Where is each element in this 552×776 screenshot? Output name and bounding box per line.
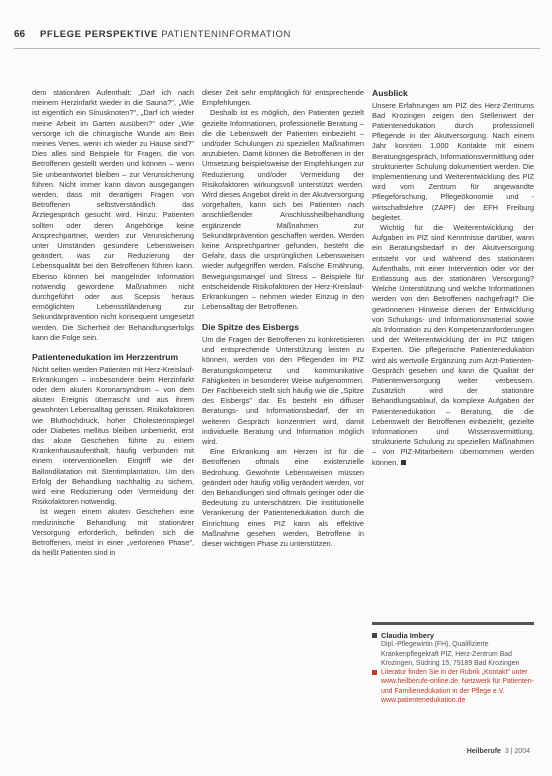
author-infobox (372, 622, 534, 705)
column-2 (202, 88, 364, 549)
author-name: Claudia Imbery (372, 631, 534, 640)
page-footer (467, 748, 530, 755)
page-number: 66 (14, 29, 26, 40)
journal-name: Heilberufe (466, 748, 501, 755)
paragraph: Eine Erkrankung am Herzen ist für die Betroffenen oftmals eine existenzielle Bedrohung. Gewohnte Lebensweisen müssen geändert oder häufig völlig verändert werden, vor den Behandlungen sind oftmals geringer oder die Bedeutung zu unterschätzen. Die institutionelle Verankerung der Patientenedukation durch die Einrichtung eines PIZ kann als effektive Maßnahme gesehen werden, Betroffene in dieser wichtigen Phase zu unterstützen. (202, 447, 364, 549)
section-title-light: PATIENTENINFORMATION (161, 29, 291, 40)
section-title (40, 29, 291, 40)
paragraph (372, 223, 534, 468)
paragraph: Um die Fragen der Betroffenen zu konkretisieren und entsprechende Unterstützung leisten zu können, werden von den Pflegenden im PIZ Beratungskompetenz und kommunikative Fähigkeiten in besonderer Weise aufgenommen. Der Fachbereich stellt sich häufig wie die „Spitze des Eisbergs" dar. Es besteht ein diffuser Beratungs- und Informationsbedarf, der im weiteren Gespräch konzentriert wird, damit individuelle Beratung und Information möglich wird. (202, 334, 364, 446)
paragraph: dem stationären Aufenthalt: „Darf ich nach meinem Herzinfarkt wieder in die Sauna?", „Wie ist eigentlich ein Sinusknoten?", „Darf ich wieder meine Arbeit im Garten ausüben?" oder „Wie versorge ich die chirurgische Wunde am Bein meines Venes, wenn ich wieder zu Hause sind?" Dies alles sind Beispiele für Fragen, die von Betroffenen gestellt werden und können – wenn Sie unbeantwortet bleiben – zur Verunsicherung führen. Nicht immer kann davon ausgegangen werden, dass mit derartigen Fragen von Betroffenen selbstverständlich das Ärztegespräch gesucht wird. Hinzu: Patienten sollten oder deren Angehörige keine Ansprechpartner, werden zur Verunsicherung unter Umständen gesundere Lebensweisen geändert, was zur Reduzierung der Lebensqualität bei den Betroffenen führen kann. Ebenso können bei mangelnder Information notwendig gewordene Maßnahmen nicht durchgeführt oder aus Scepsis heraus ermöglichten Lebensstiländerung zur Sekundärprävention nicht konsequent umgesetzt werden. Die Sicherheit der Behandlungserfolgs kann die Folge sein. (32, 88, 194, 342)
literature-note[interactable]: Literatur finden Sie in der Rubrik „Kontakt" unter www.heilberufe-online.de. Netzwerk für Patienten- und Familienedukation in der Pflege e.V. www.patientenedukation.de (372, 668, 534, 705)
subheading-ausblick: Ausblick (372, 88, 408, 98)
paragraph: Deshalb ist es möglich, den Patienten gezielt gezielte Informationen, professionelle Beratung – die die Lebenswelt der Patienten einbezieht – und/oder Schulungen zu speziellen Maßnahmen anzubieten. Damit können die Betroffenen in der Umsetzung beispielsweise der Empfehlungen zur Reduzierung und/oder Vermeidung der Risikofaktoren wirkungsvoll unterstützt werden. Wird dieses Angebot direkt in der Akutversorgung vorgehalten, kann sich bei Patienten nach anschließender Anschlussheilbehandlung ergänzende Maßnahmen zur Sekundärprävention geschaffen werden. Werden keine Ansprechpartner gefunden, besteht die Gefahr, dass die ursprünglichen Lebensweisen wieder aufgegriffen werden. Falsche Ernährung, Bewegungsmangel und Stress – Beispiele für entscheidende Risikofaktoren der Herz-Kreislauf-Erkrankungen – nehmen wieder Einzug in den Lebensalltag der Betroffenen. (202, 108, 364, 312)
paragraph: Unsere Erfahrungen am PIZ des Herz-Zentrums Bad Krozingen zeigen den Stellenwert der Patientenedukation durch professionell Pflegende in der Akutversorgung. Nach einem Jahr konnten 1.000 Kontakte mit einem Beratungsgespräch, Informationsvermittlung oder strukturierter Schulung dokumentiert werden. Die Implementierung und Weiterentwicklung des PIZ wird vom Zentrum für angewandte Pflegeforschung, Pflegeökonomie und -wirtschaftslehre (ZAPF) der EFH Freiburg begleitet. (372, 100, 534, 222)
paragraph: dieser Zeit sehr empfänglich für entsprechende Empfehlungen. (202, 88, 364, 108)
paragraph: Ist wegen einem akuten Geschehen eine medizinische Behandlung mit stationärer Versorgung erforderlich, befinden sich die Betroffenen, meist in einer „verlorenen Phase", da heißt Patienten sind in (32, 507, 194, 558)
page-header (14, 29, 538, 45)
bullet-square-icon (372, 633, 377, 638)
section-title-bold: PFLEGE PERSPEKTIVE (40, 29, 158, 40)
column-3 (372, 88, 534, 468)
author-address: Dipl.-Pflegewirtin (FH), Qualifizierte Krankenpflegekraft PIZ, Herz-Zentrum Bad Krozingen, Südring 15, 79189 Bad Krozingen (381, 641, 520, 667)
paragraph: Nicht selten werden Patienten mit Herz-Kreislauf-Erkrankungen – insbesondere beim Herzinfarkt oder dem akuten Koronarsyndrom – von dem akuten Ereignis überrascht und aus ihrem gewohnten Lebensalltag gerissen. Risikofaktoren wie Bluthochdruck, hoher Cholesterinspiegel oder Diabetes mellitus bleiben unbemerkt, erst das akute Geschehen führte zu einem Krankenhausaufenthalt, häufig verbunden mit einem interventionellen Eingriff wie der Ballondilatation mit Stentimplantation. Um den Erfolg der Behandlung nachhaltig zu sichern, wird eine Reduzierung oder Vermeidung der Risikofaktoren notwendig. (32, 364, 194, 507)
end-of-article-icon (401, 460, 406, 465)
infobox-rule (372, 622, 534, 625)
issue-number: 3 | 2004 (504, 748, 530, 755)
header-rule (14, 48, 540, 49)
bullet-square-icon (372, 670, 377, 675)
subheading-eisberg: Die Spitze des Eisbergs (202, 322, 299, 333)
subheading-patientenedukation: Patientenedukation im Herzzentrum (32, 352, 179, 363)
paragraph-text: Wichtig für die Weiterentwicklung der Aufgaben im PIZ sind Kenntnisse darüber, wann ein Beratungsbedarf in der Akutversorgung entsteht vor und während des stationären Aufenthalts, mit einer Intervention oder vor der Entlassung aus der stationären Versorgung? Welche Unterstützung und welche Informationen werden von den Betroffenen nachgefragt? Die gewonnenen Hinweise dienen der Entwicklung von Schulungs- und Informationsmaterial sowie als Information zu den Kompetenzanforderungen und der Weiterentwicklung der im PIZ tätigen Experten. Die pflegerische Patientenedukation wird als wertvolle Ergänzung zum Arzt-Patienten-Gespräch gesehen und kann die Qualität der Patientenversorgung weiter verbessern. Zusätzlich wird der stationäre Behandlungsablauf, da komplexe Aufgaben der Patientenedukation – Beratung, die die Lebenswelt der Betroffenen einbezieht, gezielte Informationen und Wissensvermittlung, strukturierte Schulung zu speziellen Maßnahmen – von PIZ-Mitarbeitern übernommen werden können. (372, 222, 534, 467)
column-1 (32, 88, 194, 558)
